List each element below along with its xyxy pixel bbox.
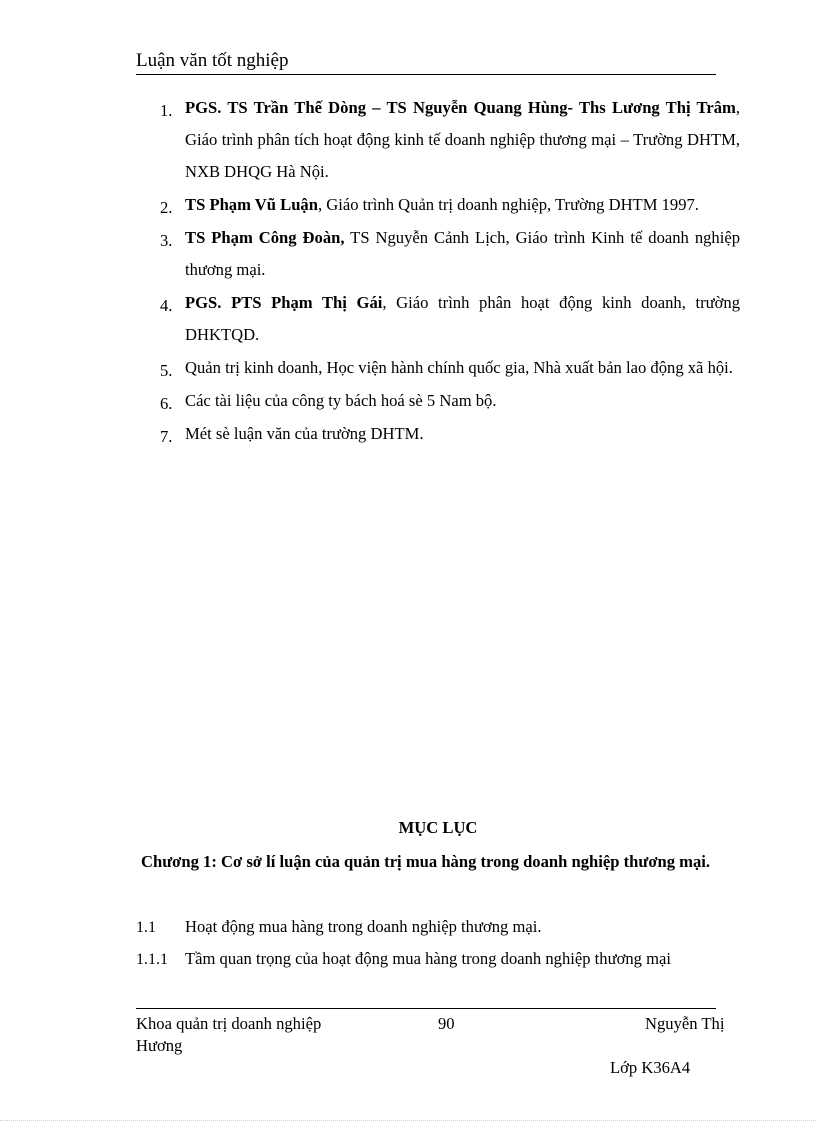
toc-item-number: 1.1.1 xyxy=(136,951,168,968)
toc-item-text: Hoạt động mua hàng trong doanh nghiệp thương mại. xyxy=(185,917,542,936)
reference-item xyxy=(136,287,740,351)
page-bottom-border xyxy=(0,1120,816,1121)
reference-text: Các tài liệu của công ty bách hoá sè 5 Nam bộ. xyxy=(185,391,497,410)
running-header xyxy=(136,50,716,75)
reference-item xyxy=(136,189,740,221)
footer-divider xyxy=(136,1008,716,1009)
footer-class: Lớp K36A4 xyxy=(610,1058,691,1077)
reference-item xyxy=(136,92,740,188)
reference-text: , Giáo trình Quản trị doanh nghiệp, Trường DHTM 1997. xyxy=(317,195,699,214)
footer-author-last: Hương xyxy=(136,1036,183,1055)
toc-item xyxy=(136,943,740,975)
reference-authors: TS Phạm Vũ Luận xyxy=(185,195,318,214)
reference-number: 1. xyxy=(160,101,173,120)
toc-item xyxy=(136,911,740,943)
header-title: Luận văn tốt nghiệp xyxy=(136,50,289,71)
reference-item xyxy=(136,352,740,384)
footer-author-first: Nguyễn Thị xyxy=(645,1014,725,1033)
reference-number: 4. xyxy=(160,296,173,315)
reference-number: 5. xyxy=(160,361,173,380)
reference-text: , Giáo trình phân hoạt động kinh doanh, trường DHKTQD. xyxy=(185,293,740,344)
reference-text: TS Nguyễn Cảnh Lịch, Giáo trình Kinh tế doanh nghiệp thương mại. xyxy=(185,228,740,279)
toc-chapter-heading xyxy=(136,846,740,878)
reference-list xyxy=(136,92,740,451)
reference-item xyxy=(136,222,740,286)
reference-number: 6. xyxy=(160,394,173,413)
toc-item-text: Tầm quan trọng của hoạt động mua hàng trong doanh nghiệp thương mại xyxy=(185,949,671,968)
reference-item xyxy=(136,418,740,450)
reference-number: 7. xyxy=(160,427,173,446)
footer-faculty: Khoa quản trị doanh nghiệp xyxy=(136,1014,322,1033)
reference-number: 2. xyxy=(160,198,173,217)
page-number: 90 xyxy=(438,1014,455,1033)
reference-authors: PGS. PTS Phạm Thị Gái xyxy=(185,293,383,312)
reference-item xyxy=(136,385,740,417)
reference-text: Quản trị kinh doanh, Học viện hành chính quốc gia, Nhà xuất bản lao động xã hội. xyxy=(185,358,733,377)
reference-text: , Giáo trình phân tích hoạt động kinh tế doanh nghiệp thương mại – Trường DHTM, NXB DHQG Hà Nội. xyxy=(185,98,740,181)
toc-item-number: 1.1 xyxy=(136,919,156,936)
toc-title: MỤC LỤC xyxy=(398,818,478,837)
reference-number: 3. xyxy=(160,231,173,250)
reference-authors: PGS. TS Trần Thế Dòng – TS Nguyễn Quang Hùng- Ths Lương Thị Trâm xyxy=(185,98,736,117)
reference-authors: TS Phạm Công Đoàn, xyxy=(185,228,345,247)
toc-chapter-text: Chương 1: Cơ sở lí luận của quản trị mua hàng trong doanh nghiệp thương mại. xyxy=(141,852,711,871)
reference-text: Mét sè luận văn của trường DHTM. xyxy=(185,424,424,443)
